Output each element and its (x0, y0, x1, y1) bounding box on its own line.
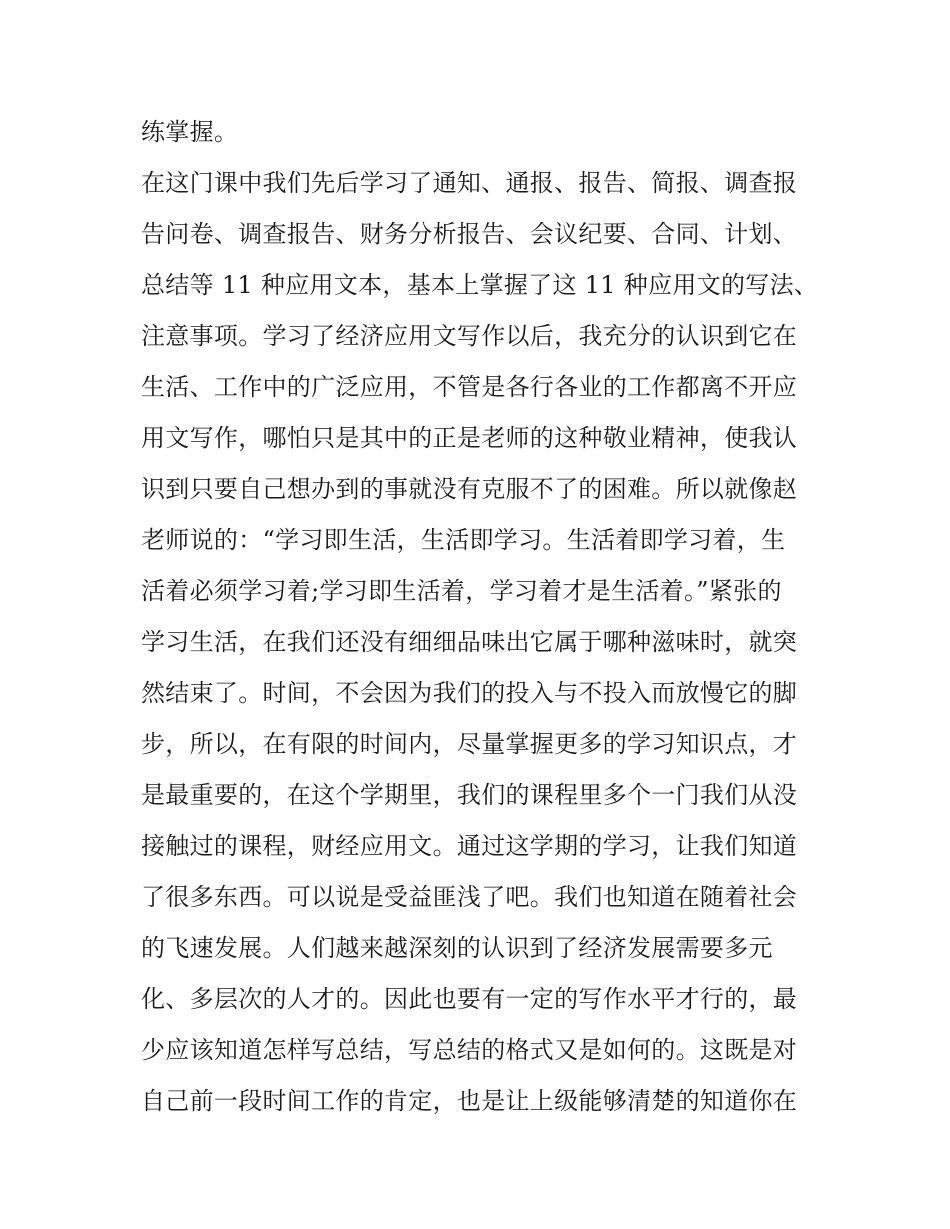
text-line: 总结等 11 种应用文本，基本上掌握了这 11 种应用文的写法、 (141, 271, 819, 299)
text-line: 少应该知道怎样写总结，写总结的格式又是如何的。这既是对 (141, 1036, 798, 1064)
text-line: 活着必须学习着;学习即生活着，学习着才是生活着。”紧张的 (141, 577, 782, 605)
text-line: 用文写作，哪怕只是其中的正是老师的这种敬业精神，使我认 (141, 424, 798, 452)
text-line: 接触过的课程，财经应用文。通过这学期的学习，让我们知道 (141, 832, 798, 860)
text-line: 老师说的：“学习即生活，生活即学习。生活着即学习着，生 (141, 526, 786, 554)
text-line: 识到只要自己想办到的事就没有克服不了的困难。所以就像赵 (141, 475, 798, 503)
text-line: 生活、工作中的广泛应用，不管是各行各业的工作都离不开应 (141, 373, 798, 401)
text-line: 的飞速发展。人们越来越深刻的认识到了经济发展需要多元 (141, 934, 773, 962)
text-line: 注意事项。学习了经济应用文写作以后，我充分的认识到它在 (141, 322, 798, 350)
text-line: 了很多东西。可以说是受益匪浅了吧。我们也知道在随着社会 (141, 883, 798, 911)
text-line: 步，所以，在有限的时间内，尽量掌握更多的学习知识点，才 (141, 730, 798, 758)
text-line: 是最重要的，在这个学期里，我们的课程里多个一门我们从没 (141, 781, 798, 809)
text-line: 然结束了。时间，不会因为我们的投入与不投入而放慢它的脚 (141, 679, 798, 707)
text-line: 练掌握。 (141, 118, 239, 146)
body-text (141, 107, 821, 1127)
text-line: 在这门课中我们先后学习了通知、通报、报告、简报、调查报 (141, 169, 798, 197)
text-line: 化、多层次的人才的。因此也要有一定的写作水平才行的，最 (141, 985, 798, 1013)
text-line: 学习生活，在我们还没有细细品味出它属于哪种滋味时，就突 (141, 628, 798, 656)
text-line: 告问卷、调查报告、财务分析报告、会议纪要、合同、计划、 (141, 220, 798, 248)
text-line: 自己前一段时间工作的肯定，也是让上级能够清楚的知道你在 (141, 1087, 798, 1115)
